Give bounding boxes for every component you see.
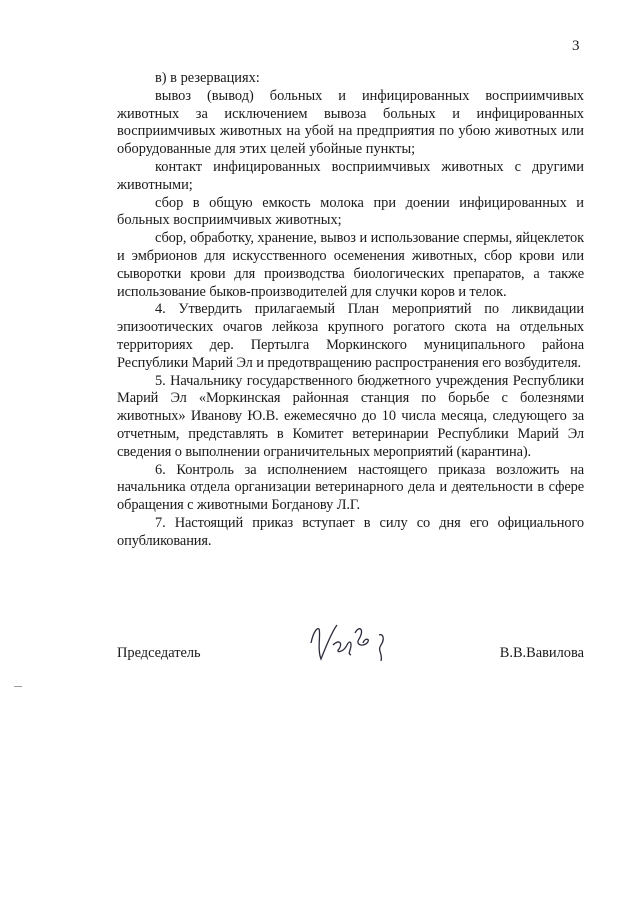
restriction-contact: контакт инфицированных восприимчивых животных с другими животными; [117,158,584,193]
signatory-name: В.В.Вавилова [499,645,584,661]
signatory-position: Председатель [117,645,201,661]
scan-artifact [14,686,22,687]
clause-6: 6. Контроль за исполнением настоящего приказа возложить на начальника отдела организации ветеринарного дела и деятельности в сфере обращения с животными Богданову Л.Г. [117,461,584,514]
subitem-c-heading: в) в резервациях: [155,70,260,86]
signature-block [117,635,584,675]
page-number: 3 [572,38,580,54]
clause-5: 5. Начальнику государственного бюджетного учреждения Республики Марий Эл «Моркинская районная станция по борьбе с болезнями животных» Иванову Ю.В. ежемесячно до 10 числа месяца, следующего за отчетным, представлять в Комитет ветеринарии Республики Марий Эл сведения о выполнении ограничительных мероприятий (карантина). [117,372,584,460]
restriction-milk: сбор в общую емкость молока при доении инфицированных и больных восприимчивых животных; [117,194,584,229]
document-body [117,70,584,551]
handwritten-signature [303,615,403,675]
clause-7: 7. Настоящий приказ вступает в силу со дня его официального опубликования. [117,514,584,549]
restriction-sperm: сбор, обработку, хранение, вывоз и использование спермы, яйцеклеток и эмбрионов для искусственного осеменения животных, сбор крови или сыворотки крови для производства биологических препаратов, а также использование быков-производителей для случки коров и телок. [117,230,584,300]
clause-4: 4. Утвердить прилагаемый План мероприятий по ликвидации эпизоотических очагов лейкоза крупного рогатого скота на отдельных территориях дер. Пертылга Моркинского муниципального района Республики Марий Эл и предотвращению распространения его возбудителя. [117,301,584,371]
restriction-removal: вывоз (вывод) больных и инфицированных восприимчивых животных за исключением вывоза больных и инфицированных восприимчивых животных на убой на предприятия по убою животных или оборудованные для этих целей убойные пункты; [117,87,584,158]
